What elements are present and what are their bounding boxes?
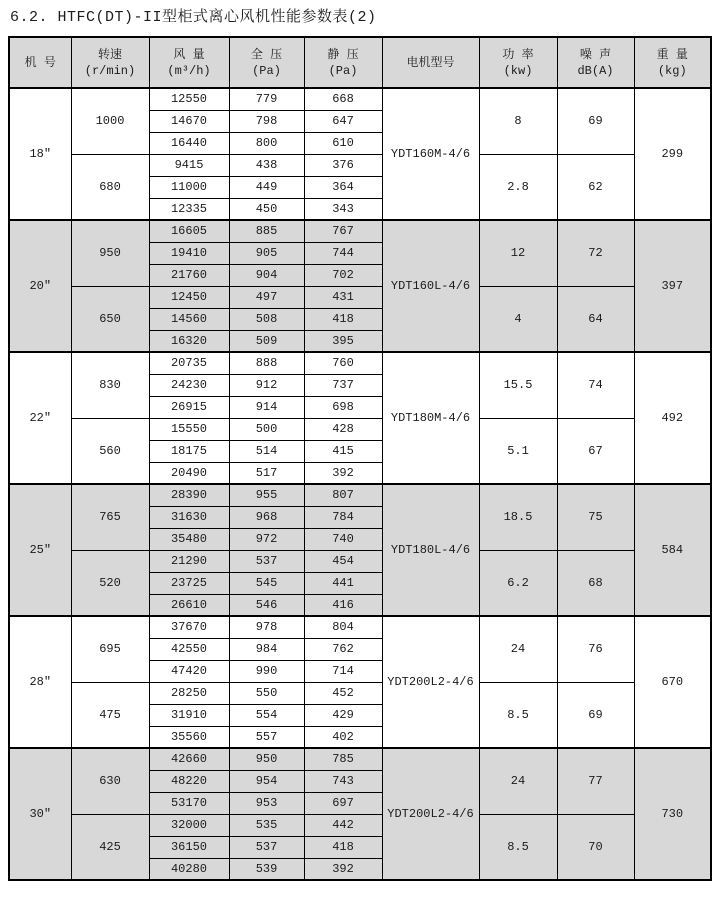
cell-motor-model: YDT200L2-4/6 bbox=[382, 616, 479, 748]
cell-static-pressure: 395 bbox=[304, 330, 382, 352]
cell-static-pressure: 698 bbox=[304, 396, 382, 418]
cell-power: 6.2 bbox=[479, 550, 557, 616]
cell-airflow: 42660 bbox=[149, 748, 229, 770]
cell-static-pressure: 740 bbox=[304, 528, 382, 550]
cell-power: 24 bbox=[479, 748, 557, 814]
cell-static-pressure: 702 bbox=[304, 264, 382, 286]
col-header-static-pressure-label: 静 压 bbox=[327, 47, 359, 62]
cell-total-pressure: 779 bbox=[229, 88, 304, 110]
cell-total-pressure: 990 bbox=[229, 660, 304, 682]
cell-total-pressure: 954 bbox=[229, 770, 304, 792]
cell-speed: 950 bbox=[71, 220, 149, 286]
cell-airflow: 12335 bbox=[149, 198, 229, 220]
cell-airflow: 48220 bbox=[149, 770, 229, 792]
cell-static-pressure: 737 bbox=[304, 374, 382, 396]
cell-total-pressure: 449 bbox=[229, 176, 304, 198]
cell-static-pressure: 431 bbox=[304, 286, 382, 308]
table-row bbox=[9, 616, 711, 638]
col-header-noise-label: 噪 声 bbox=[579, 47, 612, 62]
cell-static-pressure: 785 bbox=[304, 748, 382, 770]
cell-weight: 584 bbox=[634, 484, 711, 616]
cell-static-pressure: 454 bbox=[304, 550, 382, 572]
cell-power: 8.5 bbox=[479, 814, 557, 880]
cell-airflow: 36150 bbox=[149, 836, 229, 858]
cell-static-pressure: 647 bbox=[304, 110, 382, 132]
fan-performance-table bbox=[8, 36, 712, 881]
cell-weight: 670 bbox=[634, 616, 711, 748]
cell-power: 24 bbox=[479, 616, 557, 682]
cell-total-pressure: 517 bbox=[229, 462, 304, 484]
cell-airflow: 24230 bbox=[149, 374, 229, 396]
cell-airflow: 19410 bbox=[149, 242, 229, 264]
cell-noise: 70 bbox=[557, 814, 634, 880]
cell-static-pressure: 416 bbox=[304, 594, 382, 616]
cell-airflow: 42550 bbox=[149, 638, 229, 660]
col-header-weight-label: 重 量 bbox=[656, 47, 688, 62]
cell-motor-model: YDT200L2-4/6 bbox=[382, 748, 479, 880]
cell-static-pressure: 767 bbox=[304, 220, 382, 242]
cell-power: 5.1 bbox=[479, 418, 557, 484]
cell-total-pressure: 539 bbox=[229, 858, 304, 880]
cell-speed: 560 bbox=[71, 418, 149, 484]
cell-total-pressure: 972 bbox=[229, 528, 304, 550]
col-header-total-pressure bbox=[229, 37, 304, 88]
cell-power: 8.5 bbox=[479, 682, 557, 748]
cell-total-pressure: 955 bbox=[229, 484, 304, 506]
cell-total-pressure: 800 bbox=[229, 132, 304, 154]
table-row bbox=[9, 814, 711, 836]
table-row bbox=[9, 484, 711, 506]
cell-airflow: 53170 bbox=[149, 792, 229, 814]
cell-static-pressure: 760 bbox=[304, 352, 382, 374]
cell-noise: 72 bbox=[557, 220, 634, 286]
cell-total-pressure: 798 bbox=[229, 110, 304, 132]
cell-machine-size: 20″ bbox=[9, 220, 71, 352]
cell-speed: 695 bbox=[71, 616, 149, 682]
cell-speed: 680 bbox=[71, 154, 149, 220]
table-row bbox=[9, 352, 711, 374]
cell-motor-model: YDT180L-4/6 bbox=[382, 484, 479, 616]
cell-speed: 425 bbox=[71, 814, 149, 880]
cell-airflow: 26610 bbox=[149, 594, 229, 616]
col-header-static-pressure bbox=[304, 37, 382, 88]
cell-static-pressure: 415 bbox=[304, 440, 382, 462]
cell-total-pressure: 904 bbox=[229, 264, 304, 286]
cell-static-pressure: 441 bbox=[304, 572, 382, 594]
table-row bbox=[9, 682, 711, 704]
cell-total-pressure: 546 bbox=[229, 594, 304, 616]
cell-noise: 64 bbox=[557, 286, 634, 352]
cell-static-pressure: 418 bbox=[304, 308, 382, 330]
col-header-power-unit: (kw) bbox=[503, 63, 533, 78]
cell-total-pressure: 535 bbox=[229, 814, 304, 836]
cell-static-pressure: 762 bbox=[304, 638, 382, 660]
cell-total-pressure: 984 bbox=[229, 638, 304, 660]
cell-static-pressure: 402 bbox=[304, 726, 382, 748]
cell-airflow: 20490 bbox=[149, 462, 229, 484]
cell-total-pressure: 912 bbox=[229, 374, 304, 396]
cell-airflow: 14560 bbox=[149, 308, 229, 330]
cell-weight: 397 bbox=[634, 220, 711, 352]
cell-noise: 62 bbox=[557, 154, 634, 220]
cell-machine-size: 18″ bbox=[9, 88, 71, 220]
cell-noise: 74 bbox=[557, 352, 634, 418]
cell-static-pressure: 807 bbox=[304, 484, 382, 506]
cell-total-pressure: 950 bbox=[229, 748, 304, 770]
cell-noise: 75 bbox=[557, 484, 634, 550]
cell-speed: 1000 bbox=[71, 88, 149, 154]
cell-static-pressure: 744 bbox=[304, 242, 382, 264]
col-header-total-pressure-label: 全 压 bbox=[250, 47, 283, 62]
col-header-speed bbox=[71, 37, 149, 88]
cell-total-pressure: 450 bbox=[229, 198, 304, 220]
page-title: 6.2. HTFC(DT)-II型柜式离心风机性能参数表(2) bbox=[10, 9, 377, 26]
cell-total-pressure: 509 bbox=[229, 330, 304, 352]
col-header-total-pressure-unit: (Pa) bbox=[252, 63, 281, 78]
cell-total-pressure: 550 bbox=[229, 682, 304, 704]
cell-airflow: 16440 bbox=[149, 132, 229, 154]
cell-total-pressure: 885 bbox=[229, 220, 304, 242]
cell-machine-size: 22″ bbox=[9, 352, 71, 484]
cell-static-pressure: 697 bbox=[304, 792, 382, 814]
cell-total-pressure: 914 bbox=[229, 396, 304, 418]
cell-static-pressure: 343 bbox=[304, 198, 382, 220]
cell-total-pressure: 537 bbox=[229, 550, 304, 572]
col-header-power bbox=[479, 37, 557, 88]
cell-airflow: 47420 bbox=[149, 660, 229, 682]
cell-noise: 69 bbox=[557, 88, 634, 154]
col-header-airflow-label: 风 量 bbox=[173, 47, 205, 62]
cell-weight: 299 bbox=[634, 88, 711, 220]
cell-static-pressure: 428 bbox=[304, 418, 382, 440]
cell-speed: 650 bbox=[71, 286, 149, 352]
cell-motor-model: YDT160L-4/6 bbox=[382, 220, 479, 352]
cell-airflow: 12550 bbox=[149, 88, 229, 110]
cell-airflow: 26915 bbox=[149, 396, 229, 418]
cell-speed: 520 bbox=[71, 550, 149, 616]
cell-total-pressure: 508 bbox=[229, 308, 304, 330]
cell-airflow: 20735 bbox=[149, 352, 229, 374]
table-row bbox=[9, 154, 711, 176]
cell-total-pressure: 905 bbox=[229, 242, 304, 264]
cell-static-pressure: 442 bbox=[304, 814, 382, 836]
cell-static-pressure: 418 bbox=[304, 836, 382, 858]
header-row bbox=[9, 37, 711, 88]
cell-total-pressure: 968 bbox=[229, 506, 304, 528]
cell-noise: 67 bbox=[557, 418, 634, 484]
col-header-weight-unit: (kg) bbox=[657, 63, 687, 78]
cell-airflow: 12450 bbox=[149, 286, 229, 308]
cell-airflow: 16320 bbox=[149, 330, 229, 352]
cell-static-pressure: 784 bbox=[304, 506, 382, 528]
cell-total-pressure: 953 bbox=[229, 792, 304, 814]
col-header-weight bbox=[634, 37, 711, 88]
cell-speed: 475 bbox=[71, 682, 149, 748]
col-header-power-label: 功 率 bbox=[502, 47, 534, 62]
cell-noise: 77 bbox=[557, 748, 634, 814]
cell-static-pressure: 429 bbox=[304, 704, 382, 726]
cell-airflow: 32000 bbox=[149, 814, 229, 836]
cell-airflow: 23725 bbox=[149, 572, 229, 594]
cell-static-pressure: 610 bbox=[304, 132, 382, 154]
table-row bbox=[9, 220, 711, 242]
cell-weight: 730 bbox=[634, 748, 711, 880]
cell-machine-size: 25″ bbox=[9, 484, 71, 616]
cell-airflow: 14670 bbox=[149, 110, 229, 132]
cell-airflow: 11000 bbox=[149, 176, 229, 198]
cell-total-pressure: 545 bbox=[229, 572, 304, 594]
table-row bbox=[9, 418, 711, 440]
cell-airflow: 28390 bbox=[149, 484, 229, 506]
cell-static-pressure: 668 bbox=[304, 88, 382, 110]
col-header-static-pressure-unit: (Pa) bbox=[328, 63, 358, 78]
col-header-airflow bbox=[149, 37, 229, 88]
cell-noise: 76 bbox=[557, 616, 634, 682]
cell-static-pressure: 743 bbox=[304, 770, 382, 792]
col-header-speed-label: 转速 bbox=[97, 47, 122, 62]
cell-speed: 630 bbox=[71, 748, 149, 814]
cell-total-pressure: 978 bbox=[229, 616, 304, 638]
cell-airflow: 37670 bbox=[149, 616, 229, 638]
cell-airflow: 18175 bbox=[149, 440, 229, 462]
cell-total-pressure: 500 bbox=[229, 418, 304, 440]
cell-power: 18.5 bbox=[479, 484, 557, 550]
cell-static-pressure: 392 bbox=[304, 858, 382, 880]
cell-airflow: 16605 bbox=[149, 220, 229, 242]
table-row bbox=[9, 286, 711, 308]
cell-airflow: 9415 bbox=[149, 154, 229, 176]
col-header-airflow-unit: (m³/h) bbox=[167, 63, 211, 78]
cell-noise: 68 bbox=[557, 550, 634, 616]
table-row bbox=[9, 88, 711, 110]
cell-total-pressure: 537 bbox=[229, 836, 304, 858]
cell-airflow: 31910 bbox=[149, 704, 229, 726]
col-header-noise-unit: dB(A) bbox=[577, 63, 614, 78]
col-header-motor-model-label: 电机型号 bbox=[406, 55, 455, 70]
cell-total-pressure: 438 bbox=[229, 154, 304, 176]
cell-static-pressure: 452 bbox=[304, 682, 382, 704]
cell-total-pressure: 888 bbox=[229, 352, 304, 374]
cell-power: 2.8 bbox=[479, 154, 557, 220]
cell-total-pressure: 514 bbox=[229, 440, 304, 462]
cell-power: 4 bbox=[479, 286, 557, 352]
cell-airflow: 21290 bbox=[149, 550, 229, 572]
cell-airflow: 35480 bbox=[149, 528, 229, 550]
cell-static-pressure: 364 bbox=[304, 176, 382, 198]
cell-airflow: 31630 bbox=[149, 506, 229, 528]
cell-machine-size: 28″ bbox=[9, 616, 71, 748]
cell-machine-size: 30″ bbox=[9, 748, 71, 880]
cell-speed: 830 bbox=[71, 352, 149, 418]
cell-static-pressure: 804 bbox=[304, 616, 382, 638]
table-row bbox=[9, 748, 711, 770]
cell-speed: 765 bbox=[71, 484, 149, 550]
col-header-speed-unit: (r/min) bbox=[84, 63, 136, 78]
col-header-motor-model bbox=[382, 37, 479, 88]
cell-total-pressure: 497 bbox=[229, 286, 304, 308]
cell-power: 15.5 bbox=[479, 352, 557, 418]
cell-power: 8 bbox=[479, 88, 557, 154]
cell-total-pressure: 557 bbox=[229, 726, 304, 748]
cell-airflow: 28250 bbox=[149, 682, 229, 704]
cell-motor-model: YDT180M-4/6 bbox=[382, 352, 479, 484]
cell-noise: 69 bbox=[557, 682, 634, 748]
col-header-size-label: 机 号 bbox=[24, 55, 56, 70]
cell-power: 12 bbox=[479, 220, 557, 286]
cell-total-pressure: 554 bbox=[229, 704, 304, 726]
cell-airflow: 21760 bbox=[149, 264, 229, 286]
table-row bbox=[9, 550, 711, 572]
cell-static-pressure: 714 bbox=[304, 660, 382, 682]
cell-airflow: 35560 bbox=[149, 726, 229, 748]
cell-airflow: 40280 bbox=[149, 858, 229, 880]
cell-airflow: 15550 bbox=[149, 418, 229, 440]
cell-motor-model: YDT160M-4/6 bbox=[382, 88, 479, 220]
cell-static-pressure: 392 bbox=[304, 462, 382, 484]
cell-weight: 492 bbox=[634, 352, 711, 484]
col-header-noise bbox=[557, 37, 634, 88]
col-header-size bbox=[9, 37, 71, 88]
cell-static-pressure: 376 bbox=[304, 154, 382, 176]
